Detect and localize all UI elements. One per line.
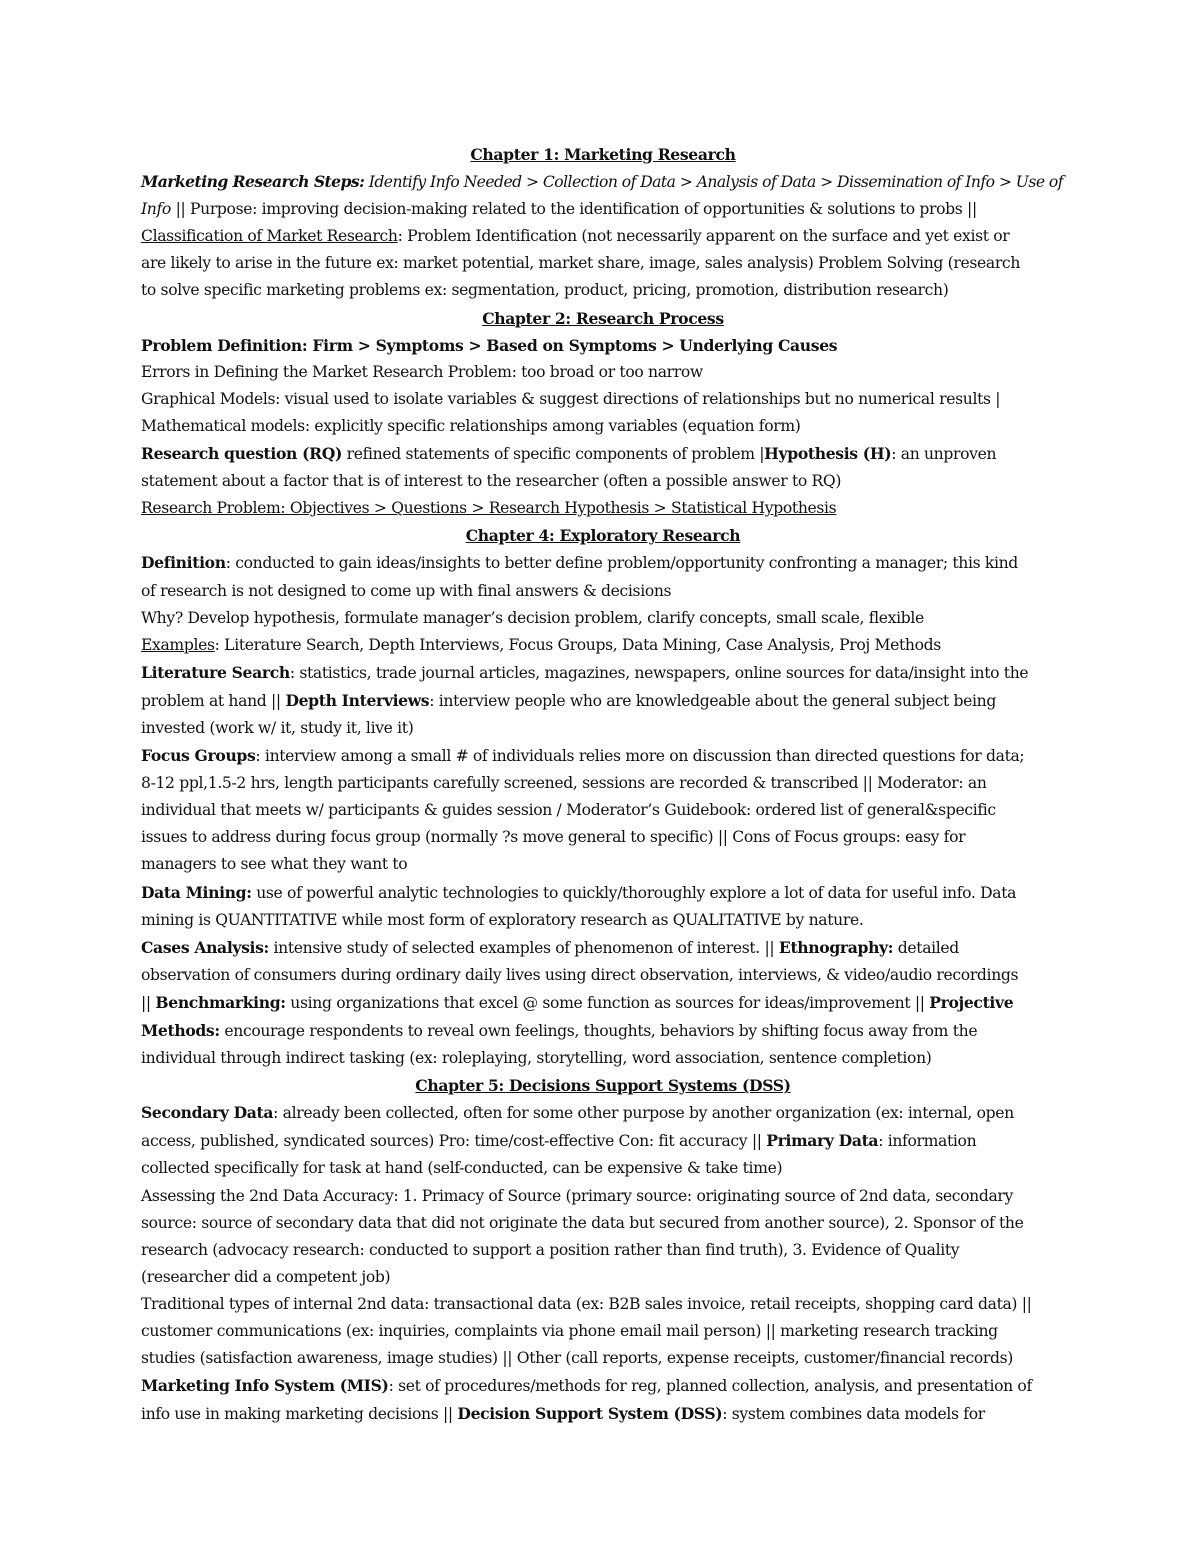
ch4-line-18 (141, 1017, 1065, 1045)
ch4-focus-text: : interview among a small # of individuals relies more on discussion than directed questions for data; (255, 747, 1025, 766)
ch2-rq-text: refined statements of specific components of problem | (342, 445, 765, 464)
ch4-line-10: individual that meets w/ participants & guides session / Moderator’s Guidebook: ordered list of general&specific (141, 801, 996, 820)
ch1-line-4: are likely to arise in the future ex: market potential, market share, image, sales analysis) Problem Solving (research (141, 254, 1021, 273)
ch1-steps-label: Marketing Research Steps: (141, 172, 365, 192)
ch5-secondary-label: Secondary Data (141, 1103, 274, 1123)
ch5-line-8: Traditional types of internal 2nd data: transactional data (ex: B2B sales invoice, retail receipts, shopping card data) || (141, 1294, 1032, 1313)
ch2-problem-definition: Problem Definition: Firm > Symptoms > Based on Symptoms > Underlying Causes (141, 335, 838, 355)
document-body (141, 141, 1065, 1428)
ch4-line-3: Why? Develop hypothesis, formulate manager’s decision problem, clarify concepts, small scale, flexible (141, 608, 924, 627)
ch4-line-2: of research is not designed to come up with final answers & decisions (141, 581, 672, 600)
ch2-research-problem: Research Problem: Objectives > Questions > Research Hypothesis > Statistical Hypothesis (141, 499, 837, 518)
ch4-cases-text: intensive study of selected examples of phenomenon of interest. || (268, 938, 779, 957)
ch4-line-7: invested (work w/ it, study it, live it) (141, 718, 414, 737)
ch4-line-13 (141, 879, 1065, 907)
ch5-line-6: research (advocacy research: conducted to support a position rather than find truth), 3. Evidence of Quality (141, 1240, 960, 1259)
ch4-literature-text: : statistics, trade journal articles, magazines, newspapers, online sources for data/insight into the (289, 663, 1029, 682)
ch1-line-5: to solve specific marketing problems ex: segmentation, product, pricing, promotion, distribution research) (141, 281, 949, 300)
ch4-datamining-text: use of powerful analytic technologies to quickly/thoroughly explore a lot of data for useful info. Data (251, 883, 1017, 902)
ch4-line-1 (141, 549, 1065, 577)
ch4-definition-text: : conducted to gain ideas/insights to better define problem/opportunity confronting a manager; this kind (225, 554, 1018, 573)
ch5-dss-text: : system combines data models for (722, 1405, 985, 1424)
ch4-methods-label: Methods: (141, 1021, 220, 1040)
ch4-line-5 (141, 659, 1065, 687)
ch4-line-12: managers to see what they want to (141, 855, 408, 874)
ch4-definition-label: Definition (141, 553, 226, 573)
ch5-secondary-text: : already been collected, often for some other purpose by another organization (ex: internal, open (273, 1104, 1014, 1123)
ch1-line-3 (141, 223, 1065, 250)
ch4-methods-text: encourage respondents to reveal own feelings, thoughts, behaviors by shifting focus away from the (219, 1022, 978, 1040)
chapter-2-heading: Chapter 2: Research Process (482, 308, 724, 328)
ch5-line-9: customer communications (ex: inquiries, complaints via phone email mail person) || marketing research tracking (141, 1322, 998, 1341)
ch4-ethnography-text: detailed (893, 938, 959, 957)
ch5-line-3: collected specifically for task at hand (self-conducted, can be expensive & take time) (141, 1159, 783, 1178)
ch4-focus-label: Focus Groups (141, 746, 256, 766)
ch1-steps-text: Identify Info Needed > Collection of Data > Analysis of Data > Dissemination of Info > Use of (364, 173, 1063, 192)
ch4-line-19: individual through indirect tasking (ex: roleplaying, storytelling, word association, sentence completion) (141, 1049, 932, 1068)
ch5-line-2 (141, 1127, 1065, 1155)
ch5-dss-label: Decision Support System (DSS) (457, 1404, 723, 1424)
ch4-line-8 (141, 742, 1065, 770)
ch4-projective-label: Projective (929, 992, 1014, 1012)
ch4-line-16: observation of consumers during ordinary daily lives using direct observation, interviews, & video/audio recordings (141, 965, 1019, 984)
ch4-depth-text: : interview people who are knowledgeable about the general subject being (429, 691, 996, 710)
ch4-line-17-start: || (141, 993, 156, 1012)
ch2-line-5 (141, 440, 1065, 468)
ch4-cases-label: Cases Analysis: (141, 937, 269, 957)
ch2-line-2: Errors in Defining the Market Research Problem: too broad or too narrow (141, 362, 703, 381)
ch5-line-12 (141, 1400, 1065, 1428)
ch5-line-10: studies (satisfaction awareness, image studies) || Other (call reports, expense receipts, customer/financial records) (141, 1349, 1013, 1368)
ch5-primary-label: Primary Data (766, 1131, 879, 1151)
ch2-line-4: Mathematical models: explicitly specific relationships among variables (equation form) (141, 416, 801, 435)
ch4-benchmarking-text: using organizations that excel @ some function as sources for ideas/improvement || (285, 993, 930, 1012)
ch5-line-4: Assessing the 2nd Data Accuracy: 1. Primacy of Source (primary source: originating source of 2nd data, secondary (141, 1186, 1013, 1205)
chapter-1-heading: Chapter 1: Marketing Research (470, 145, 736, 164)
ch5-line-7: (researcher did a competent job) (141, 1267, 391, 1286)
ch1-classification-text: : Problem Identification (not necessarily apparent on the surface and yet exist or (397, 227, 1010, 246)
chapter-5-heading: Chapter 5: Decisions Support Systems (DSS) (415, 1076, 791, 1096)
ch1-line-2 (141, 196, 1065, 223)
ch4-depth-label: Depth Interviews (285, 690, 430, 710)
ch5-primary-text: : information (878, 1132, 977, 1151)
ch4-examples-text: : Literature Search, Depth Interviews, Focus Groups, Data Mining, Case Analysis, Proj Methods (214, 635, 941, 654)
ch2-hypothesis-label: Hypothesis (H) (764, 444, 892, 464)
ch1-steps-end: Info (141, 200, 171, 219)
ch5-line-11 (141, 1372, 1065, 1400)
ch4-line-14: mining is QUANTITATIVE while most form of exploratory research as QUALITATIVE by nature. (141, 910, 864, 929)
chapter-4-heading: Chapter 4: Exploratory Research (465, 526, 741, 546)
ch4-line-9: 8-12 ppl,1.5-2 hrs, length participants carefully screened, sessions are recorded & transcribed || Moderator: an (141, 774, 987, 793)
ch1-classification-label: Classification of Market Research (141, 227, 398, 246)
ch2-hypothesis-text: : an unproven (891, 445, 997, 464)
ch5-line-5: source: source of secondary data that did not originate the data but secured from another source), 2. Sponsor of the (141, 1213, 1024, 1232)
ch2-line-3: Graphical Models: visual used to isolate variables & suggest directions of relationships but no numerical results | (141, 389, 1001, 408)
ch4-benchmarking-label: Benchmarking: (155, 992, 286, 1012)
ch4-line-15 (141, 934, 1065, 962)
ch1-line-1 (141, 168, 1065, 196)
ch2-rq-label: Research question (RQ) (141, 444, 342, 464)
ch4-line-6 (141, 687, 1065, 715)
ch5-mis-label: Marketing Info System (MIS) (141, 1376, 389, 1396)
ch5-line-12-start: info use in making marketing decisions || (141, 1405, 458, 1424)
ch4-literature-label: Literature Search (141, 662, 290, 682)
ch4-ethnography-label: Ethnography: (778, 937, 894, 957)
ch4-examples-label: Examples (141, 635, 215, 654)
ch5-mis-text: : set of procedures/methods for reg, planned collection, analysis, and presentation of (388, 1377, 1032, 1396)
ch4-datamining-label: Data Mining: (141, 882, 252, 902)
ch4-line-17 (141, 989, 1065, 1017)
ch1-purpose: || Purpose: improving decision-making related to the identification of opportunities & solutions to probs || (170, 200, 977, 219)
ch5-line-1 (141, 1099, 1065, 1127)
ch4-line-6-start: problem at hand || (141, 691, 286, 710)
ch4-line-11: issues to address during focus group (normally ?s move general to specific) || Cons of Focus groups: easy for (141, 828, 966, 847)
ch2-line-6: statement about a factor that is of interest to the researcher (often a possible answer to RQ) (141, 472, 842, 491)
ch5-line-2-start: access, published, syndicated sources) Pro: time/cost-effective Con: fit accuracy || (141, 1132, 767, 1151)
ch4-line-4 (141, 632, 1065, 659)
